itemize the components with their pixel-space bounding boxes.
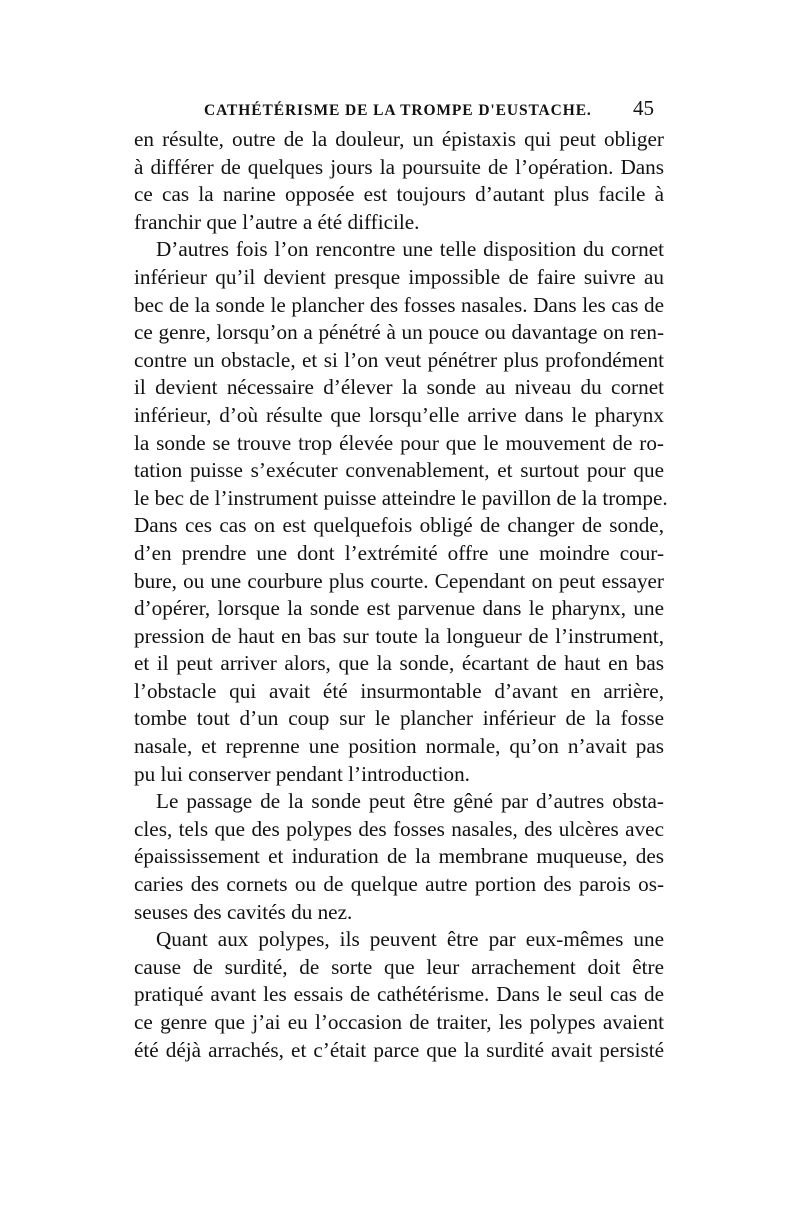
text-line: cause de surdité, de sorte que leur arrachement doit être	[134, 954, 664, 979]
page-number: 45	[633, 96, 654, 120]
text-line: Quant aux polypes, ils peuvent être par eux-mêmes une	[156, 927, 664, 952]
text-line: contre un obstacle, et si l’on veut pénétrer plus profondément	[134, 347, 664, 372]
text-line: la sonde se trouve trop élevée pour que le mouvement de ro-	[134, 430, 664, 455]
text-line: nasale, et reprenne une position normale, qu’on n’avait pas	[134, 734, 664, 759]
text-line: d’opérer, lorsque la sonde est parvenue dans le pharynx, une	[134, 596, 664, 621]
text-line: tombe tout d’un coup sur le plancher inférieur de la fosse	[134, 706, 664, 731]
text-line: le bec de l’instrument puisse atteindre le pavillon de la trompe.	[134, 485, 668, 510]
text-line: bec de la sonde le plancher des fosses nasales. Dans les cas de	[134, 292, 664, 317]
running-header	[204, 96, 654, 122]
text-line: tation puisse s’exécuter convenablement, et surtout pour que	[134, 458, 664, 483]
running-title: CATHÉTÉRISME DE LA TROMPE D'EUSTACHE.	[204, 102, 592, 119]
text-line: d’en prendre une dont l’extrémité offre une moindre cour-	[134, 540, 664, 565]
text-line: et il peut arriver alors, que la sonde, écartant de haut en bas	[134, 651, 664, 676]
text-line: épaississement et induration de la membrane muqueuse, des	[134, 844, 664, 869]
text-line: pu lui conserver pendant l’introduction.	[134, 761, 470, 786]
text-line: Le passage de la sonde peut être gêné par d’autres obsta-	[156, 789, 664, 814]
text-line: l’obstacle qui avait été insurmontable d’avant en arrière,	[134, 678, 664, 703]
text-line: cles, tels que des polypes des fosses nasales, des ulcères avec	[134, 816, 664, 841]
text-line: inférieur, d’où résulte que lorsqu’elle arrive dans le pharynx	[134, 402, 664, 427]
text-line: ce genre, lorsqu’on a pénétré à un pouce ou davantage on ren-	[134, 320, 664, 345]
text-line: ce cas la narine opposée est toujours d’autant plus facile à	[134, 182, 664, 207]
text-line: D’autres fois l’on rencontre une telle disposition du cornet	[156, 237, 664, 262]
text-line: pression de haut en bas sur toute la longueur de l’instrument,	[134, 623, 664, 648]
text-line: inférieur qu’il devient presque impossible de faire suivre au	[134, 264, 664, 289]
body-text	[134, 126, 668, 1064]
text-line: caries des cornets ou de quelque autre portion des parois os-	[134, 872, 664, 897]
text-line: Dans ces cas on est quelquefois obligé de changer de sonde,	[134, 513, 664, 538]
text-line: pratiqué avant les essais de cathétérisme. Dans le seul cas de	[134, 982, 664, 1007]
text-line: seuses des cavités du nez.	[134, 899, 353, 924]
text-line: été déjà arrachés, et c’était parce que la surdité avait persisté	[134, 1037, 664, 1062]
text-line: en résulte, outre de la douleur, un épistaxis qui peut obliger	[134, 127, 664, 151]
text-line: franchir que l’autre a été difficile.	[134, 209, 420, 234]
text-line: ce genre que j’ai eu l’occasion de traiter, les polypes avaient	[134, 1010, 664, 1034]
text-line: il devient nécessaire d’élever la sonde au niveau du cornet	[134, 375, 664, 400]
text-line: à différer de quelques jours la poursuite de l’opération. Dans	[134, 154, 664, 179]
text-line: bure, ou une courbure plus courte. Cependant on peut essayer	[134, 568, 664, 593]
